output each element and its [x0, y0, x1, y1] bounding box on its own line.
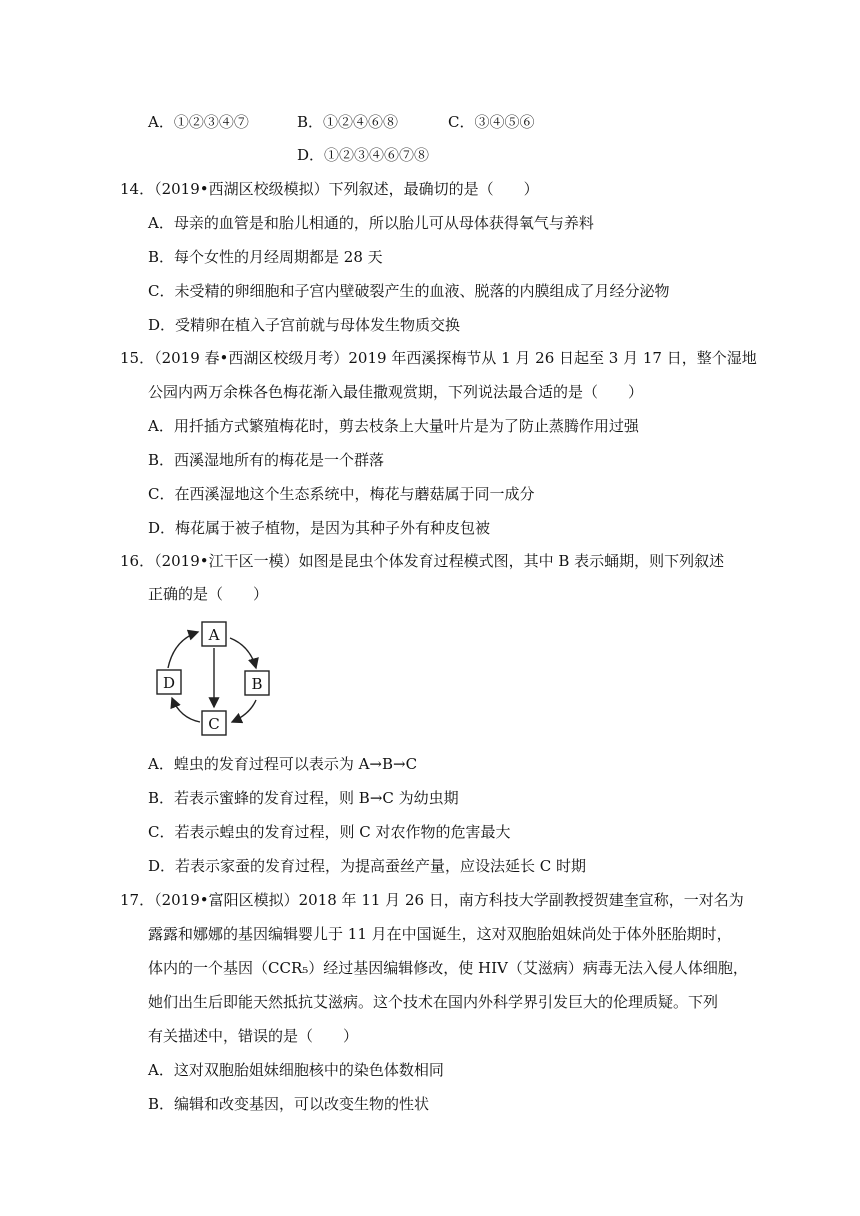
q13-option-b: B．①②④⑥⑧ — [297, 113, 399, 131]
q16-stem-line1: 16．（2019•江干区一模）如图是昆虫个体发育过程模式图，其中 B 表示蛹期，则下列叙述 — [120, 552, 725, 570]
node-c-label: C — [208, 715, 220, 733]
q14-option-d: D．受精卵在植入子宫前就与母体发生物质交换 — [148, 316, 461, 334]
q14-option-b: B．每个女性的月经周期都是 28 天 — [148, 248, 383, 266]
node-a-label: A — [208, 626, 220, 644]
q17-stem-line3: 体内的一个基因（CCR₅）经过基因编辑修改，使 HIV（艾滋病）病毒无法入侵人体细胞， — [148, 959, 748, 977]
q15-stem-line1: 15．（2019 春•西湖区校级月考）2019 年西溪探梅节从 1 月 26 日起至 3 月 17 日，整个湿地 — [120, 349, 757, 367]
q17-option-a: A．这对双胞胎姐妹细胞核中的染色体数相同 — [148, 1061, 444, 1079]
q13-option-d: D．①②③④⑥⑦⑧ — [297, 146, 430, 164]
q17-option-b: B．编辑和改变基因，可以改变生物的性状 — [148, 1095, 430, 1113]
q13-option-c: C．③④⑤⑥ — [448, 113, 535, 131]
q17-stem-line1: 17．（2019•富阳区模拟）2018 年 11 月 26 日，南方科技大学副教授贺建奎宣称，一对名为 — [120, 891, 744, 909]
q15-option-a: A．用扦插方式繁殖梅花时，剪去枝条上大量叶片是为了防止蒸腾作用过强 — [148, 417, 639, 435]
q13-option-a: A．①②③④⑦ — [148, 113, 249, 131]
q16-option-c: C．若表示蝗虫的发育过程，则 C 对农作物的危害最大 — [148, 823, 511, 841]
q17-stem-line5: 有关描述中，错误的是（ ） — [148, 1027, 359, 1045]
q15-option-b: B．西溪湿地所有的梅花是一个群落 — [148, 451, 385, 469]
q17-stem-line4: 她们出生后即能天然抵抗艾滋病。这个技术在国内外科学界引发巨大的伦理质疑。下列 — [148, 993, 719, 1011]
q16-option-d: D．若表示家蚕的发育过程，为提高蚕丝产量，应设法延长 C 时期 — [148, 857, 587, 875]
node-b-label: B — [251, 675, 263, 693]
arrow-b-to-c — [232, 700, 256, 722]
arrow-d-to-a — [168, 632, 198, 668]
node-d-label: D — [162, 674, 176, 692]
q16-stem-line2: 正确的是（ ） — [148, 585, 269, 603]
q15-option-c: C．在西溪湿地这个生态系统中，梅花与蘑菇属于同一成分 — [148, 485, 535, 503]
q14-stem: 14．（2019•西湖区校级模拟）下列叙述，最确切的是（ ） — [120, 180, 539, 198]
q15-stem-line2: 公园内两万余株各色梅花渐入最佳撒观赏期，下列说法最合适的是（ ） — [148, 383, 644, 401]
arrow-c-to-d — [172, 698, 200, 722]
q17-stem-line2: 露露和娜娜的基因编辑婴儿于 11 月在中国诞生，这对双胞胎姐妹尚处于体外胚胎期时， — [148, 925, 732, 943]
insect-development-diagram — [150, 618, 310, 742]
q15-option-d: D．梅花属于被子植物，是因为其种子外有种皮包被 — [148, 519, 491, 537]
arrow-a-to-b — [230, 638, 256, 668]
q14-option-a: A．母亲的血管是和胎儿相通的，所以胎儿可从母体获得氧气与养料 — [148, 214, 594, 232]
q16-option-a: A．蝗虫的发育过程可以表示为 A→B→C — [148, 755, 418, 773]
q16-option-b: B．若表示蜜蜂的发育过程，则 B→C 为幼虫期 — [148, 789, 459, 807]
q14-option-c: C．未受精的卵细胞和子宫内壁破裂产生的血液、脱落的内膜组成了月经分泌物 — [148, 282, 670, 300]
